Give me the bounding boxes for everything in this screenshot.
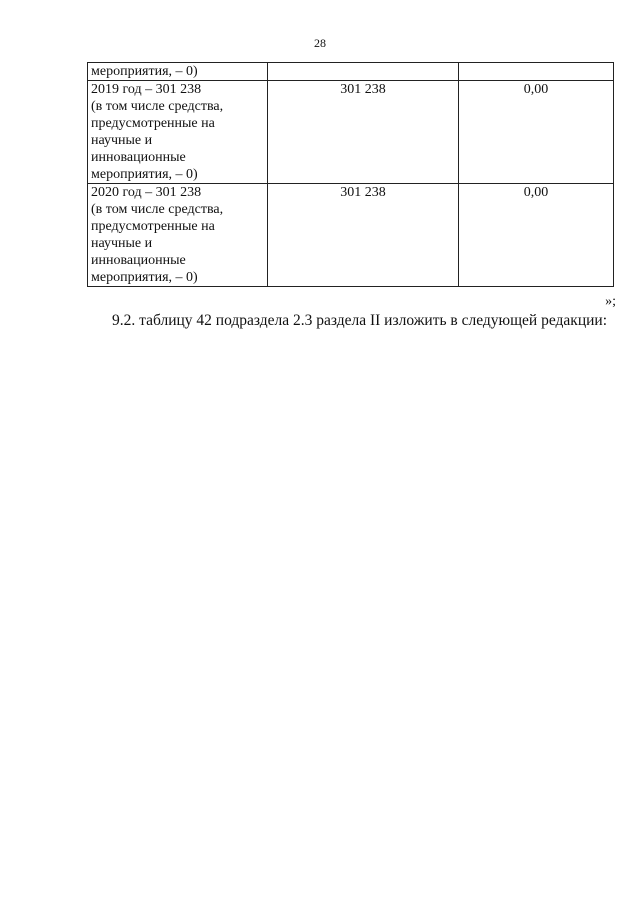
page-number: 28 [314,36,326,50]
row-description: мероприятия, – 0) [88,63,268,81]
row-description: 2019 год – 301 238 (в том числе средства, предусмотренные на научные и инновационные мероприятия, – 0) [88,81,268,184]
row-total: 301 238 [268,184,459,287]
instruction-paragraph: 9.2. таблицу 42 подраздела 2.3 раздела II изложить в следующей редакции: [112,312,608,329]
closing-quote: »; [605,294,616,309]
table-row [88,184,614,287]
row-extra [459,63,614,81]
budget-table [87,62,614,287]
row-description: 2020 год – 301 238 (в том числе средства, предусмотренные на научные и инновационные мероприятия, – 0) [88,184,268,287]
row-total: 301 238 [268,81,459,184]
table-row [88,81,614,184]
row-extra: 0,00 [459,81,614,184]
table-row [88,63,614,81]
row-total [268,63,459,81]
row-extra: 0,00 [459,184,614,287]
